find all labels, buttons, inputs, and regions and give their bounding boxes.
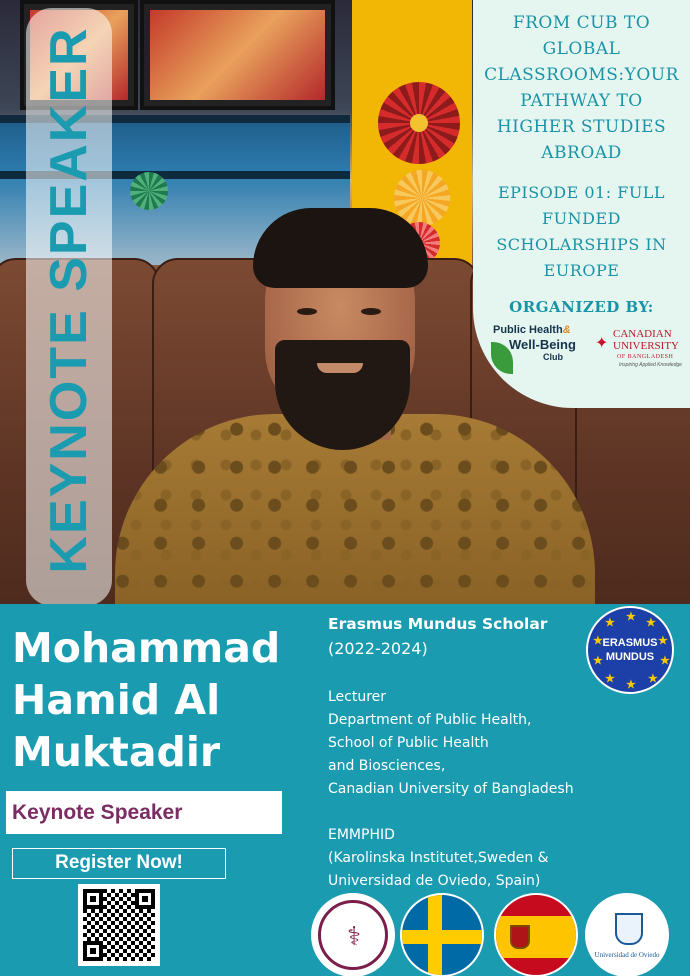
caduceus-icon: ⚕ <box>346 922 362 952</box>
scholar-years: (2022-2024) <box>328 639 428 658</box>
speaker-details <box>328 611 574 893</box>
cub-logo: ✦ CANADIAN UNIVERSITY OF BANGLADESH Inspiring Applied Knowledge <box>595 328 682 368</box>
maple-leaf-icon: ✦ <box>595 333 609 352</box>
organizer-logos <box>483 320 688 380</box>
registration-qr-code[interactable] <box>78 884 160 966</box>
event-callout <box>473 0 690 408</box>
erasmus-mundus-badge: ★ ★ ★ ★ ★ ★ ★ ★ ★ ★ ERASMUS MUNDUS <box>586 606 674 694</box>
scholar-title: Erasmus Mundus Scholar <box>328 615 548 633</box>
oviedo-university-seal: Universidad de Oviedo <box>585 893 669 976</box>
event-title: FROM CUB TO GLOBAL CLASSROOMS:YOUR PATHWAY TO HIGHER STUDIES ABROAD <box>484 13 679 163</box>
public-health-club-logo: Public Health& Well-Being Club <box>489 324 585 382</box>
sweden-flag-icon <box>400 893 484 976</box>
position-details: Lecturer Department of Public Health, School of Public Health and Biosciences, Canadian University of Bangladesh <box>328 689 574 797</box>
vertical-banner-text: KEYNOTE SPEAKER <box>40 26 98 574</box>
register-now-button[interactable]: Register Now! <box>12 848 226 879</box>
tv-screen-right <box>140 0 335 110</box>
program-details: EMMPHID (Karolinska Institutet,Sweden & Universidad de Oviedo, Spain) <box>328 827 549 889</box>
spain-flag-icon <box>494 893 578 976</box>
speaker-name: Mohammad Hamid Al Muktadir <box>12 624 281 776</box>
paper-fan-decoration <box>378 82 460 164</box>
keynote-speaker-badge: Keynote Speaker <box>6 791 282 834</box>
karolinska-seal <box>311 893 395 976</box>
organized-by-label: ORGANIZED BY: <box>509 298 654 316</box>
episode-title: EPISODE 01: FULL FUNDED SCHOLARSHIPS IN EUROPE <box>496 183 667 280</box>
